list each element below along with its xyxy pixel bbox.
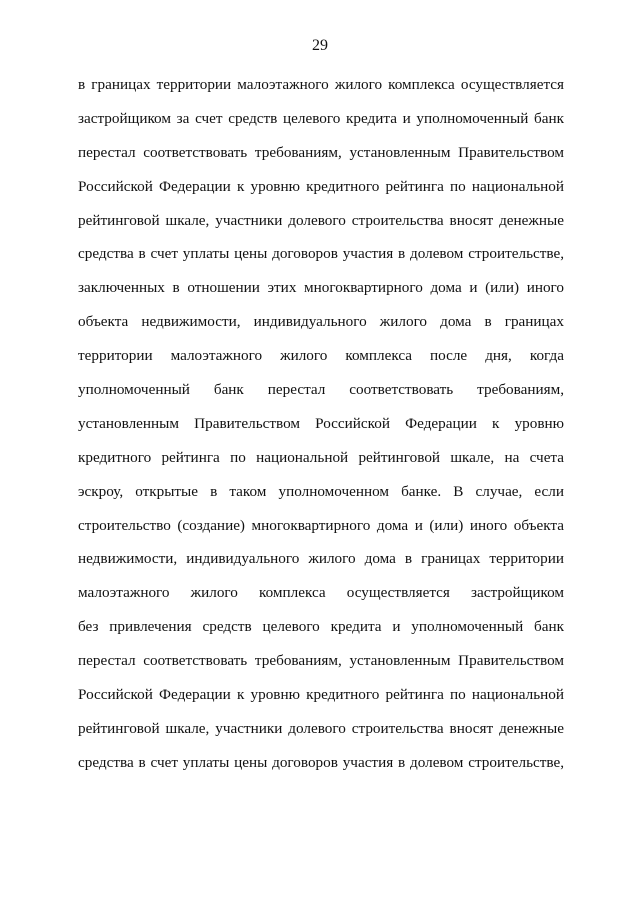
text-line: Российской Федерации к уровню кредитного рейтинга по национальной	[78, 177, 564, 195]
text-line: установленным Правительством Российской Федерации к уровню	[78, 414, 564, 432]
text-line: средства в счет уплаты цены договоров участия в долевом строительстве,	[78, 245, 564, 263]
text-line: малоэтажного жилого комплекса осуществляется застройщиком	[78, 584, 564, 602]
text-line: кредитного рейтинга по национальной рейтинговой шкале, на счета	[78, 448, 564, 466]
text-line: перестал соответствовать требованиям, установленным Правительством	[78, 143, 564, 161]
text-line: недвижимости, индивидуального жилого дома в границах территории	[78, 550, 564, 568]
text-line: рейтинговой шкале, участники долевого строительства вносят денежные	[78, 211, 564, 229]
text-line: перестал соответствовать требованиям, установленным Правительством	[78, 652, 564, 670]
page-number: 29	[312, 37, 328, 54]
text-line: заключенных в отношении этих многоквартирного дома и (или) иного	[78, 279, 564, 297]
text-line: строительство (создание) многоквартирного дома и (или) иного объекта	[78, 516, 564, 534]
text-line: территории малоэтажного жилого комплекса после дня, когда	[78, 347, 564, 365]
text-line: в границах территории малоэтажного жилого комплекса осуществляется	[78, 76, 564, 93]
document-body	[78, 75, 564, 787]
text-line: объекта недвижимости, индивидуального жилого дома в границах	[78, 313, 564, 331]
text-line: уполномоченный банк перестал соответствовать требованиям,	[78, 381, 564, 399]
text-line: без привлечения средств целевого кредита и уполномоченный банк	[78, 618, 564, 636]
text-line: средства в счет уплаты цены договоров участия в долевом строительстве,	[78, 753, 564, 771]
text-line: эскроу, открытые в таком уполномоченном банке. В случае, если	[78, 482, 564, 500]
text-line: рейтинговой шкале, участники долевого строительства вносят денежные	[78, 719, 564, 737]
text-line: Российской Федерации к уровню кредитного рейтинга по национальной	[78, 686, 564, 704]
text-line: застройщиком за счет средств целевого кредита и уполномоченный банк	[78, 109, 564, 127]
